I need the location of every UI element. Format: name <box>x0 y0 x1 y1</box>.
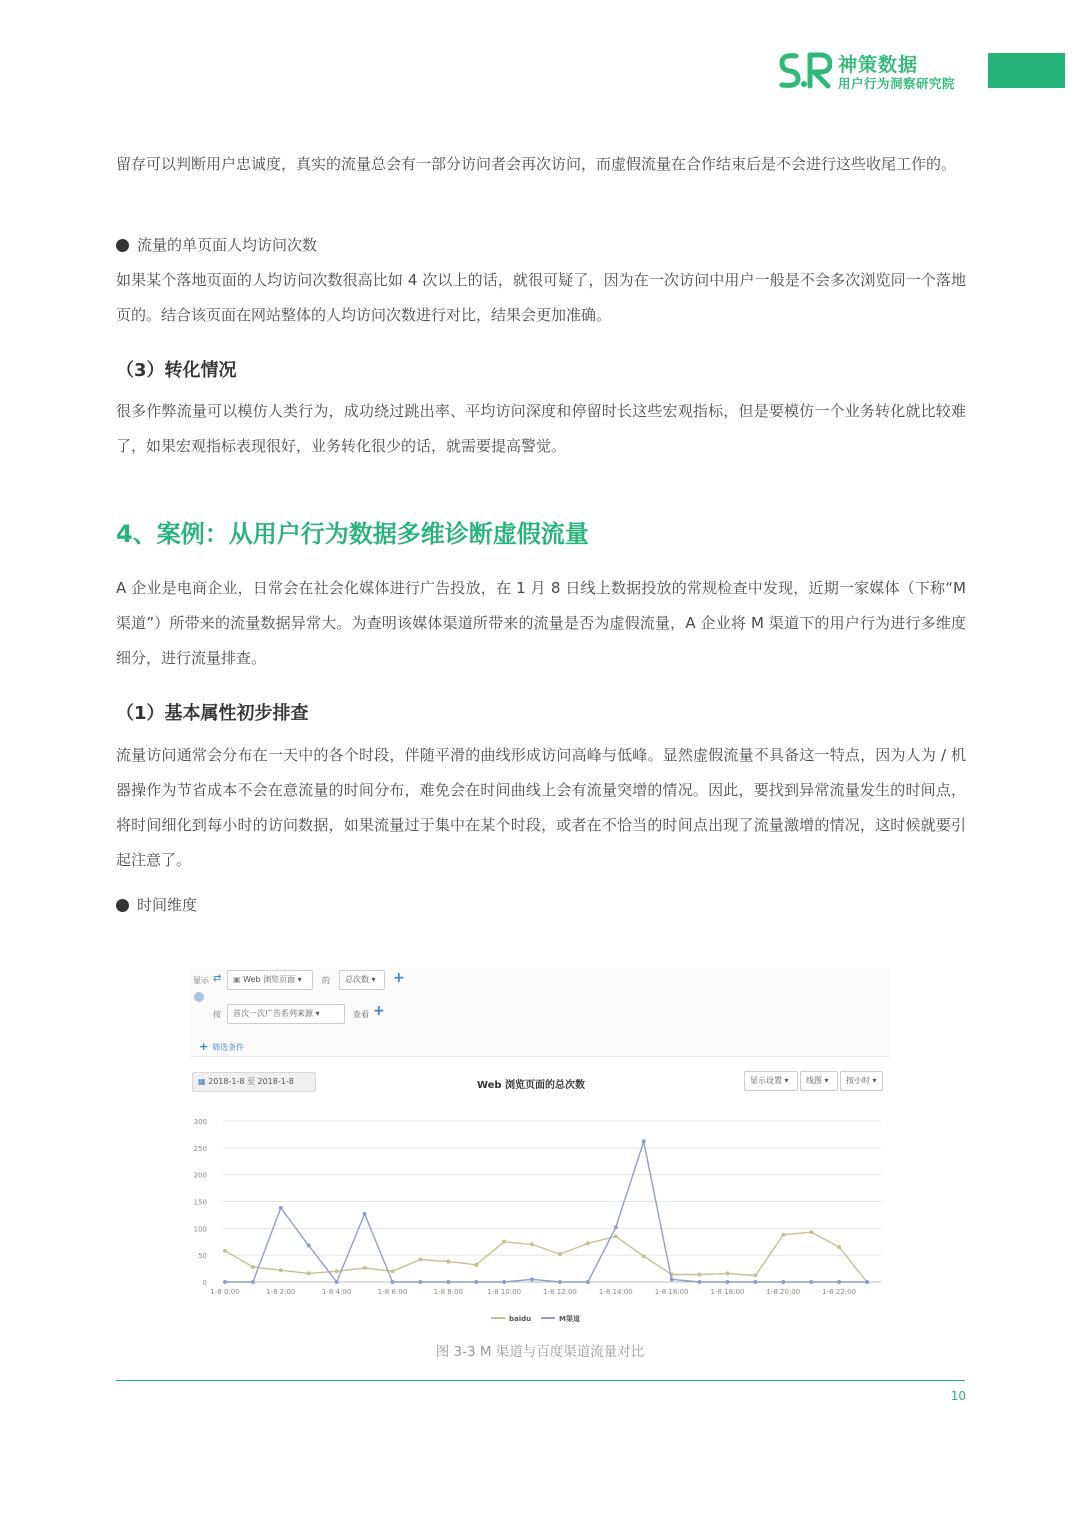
data-point <box>837 1280 841 1284</box>
data-point <box>363 1212 367 1216</box>
subheading-conversion: （3）转化情况 <box>116 360 237 381</box>
data-point <box>781 1280 785 1284</box>
chart-type-dropdown[interactable]: 线图 ▾ <box>800 1071 838 1091</box>
data-point <box>558 1280 562 1284</box>
figure-caption: 图 3-3 M 渠道与百度渠道流量对比 <box>435 1344 645 1360</box>
x-tick-label: 1-8 12:00 <box>543 1288 577 1296</box>
add-filter-icon: + <box>199 1040 213 1053</box>
x-tick-label: 1-8 18:00 <box>710 1288 745 1296</box>
data-point <box>418 1280 422 1284</box>
paragraph-retention: 留存可以判断用户忠诚度，真实的流量总会有一部分访问者会再次访问，而虚假流量在合作结束后是不会进行这些收尾工作的。 <box>116 155 957 173</box>
granularity-dropdown[interactable]: 按小时 ▾ <box>840 1071 883 1091</box>
y-tick-label: 200 <box>193 1171 207 1180</box>
brand-logo-icon <box>776 50 832 90</box>
data-point <box>279 1206 283 1210</box>
data-point <box>335 1280 339 1284</box>
bullet-label: 流量的单页面人均访问次数 <box>137 236 318 254</box>
data-point <box>223 1280 227 1284</box>
page-number: 10 <box>950 1389 966 1403</box>
legend-label: M渠道 <box>559 1315 580 1323</box>
paragraph-case-intro: A 企业是电商企业，日常会在社会化媒体进行广告投放，在 1 月 8 日线上数据投放的常规检查中发现，近期一家媒体（下称“M 渠道”）所带来的流量数据异常大。为查明该媒体渠道所带来的流量是否为虚假流量，A 企业将 M 渠道下的用户行为进行多维度细分，进行流量排查。 <box>116 579 966 667</box>
collapse-icon[interactable] <box>194 992 204 1002</box>
bullet-item <box>116 228 317 263</box>
show-label: 显示 <box>193 976 209 985</box>
x-tick-label: 1-8 14:00 <box>598 1288 633 1296</box>
data-point <box>474 1263 478 1267</box>
data-point <box>614 1234 618 1238</box>
metric-select[interactable]: 总次数 ▾ <box>339 970 385 990</box>
series-line <box>225 1232 867 1282</box>
footer-divider <box>116 1380 965 1381</box>
data-point <box>390 1269 394 1273</box>
data-point <box>446 1260 450 1264</box>
data-point <box>837 1245 841 1249</box>
data-point <box>809 1230 813 1234</box>
data-point <box>446 1280 450 1284</box>
paragraph-visits-per-user: 如果某个落地页面的人均访问次数很高比如 4 次以上的话，就很可疑了，因为在一次访问中用户一般是不会多次浏览同一个落地页的。结合该页面在网站整体的人均访问次数进行对比，结果会更加准确。 <box>116 271 966 324</box>
data-point <box>642 1139 646 1143</box>
data-point <box>698 1272 702 1276</box>
data-point <box>307 1244 311 1248</box>
bullet-dot-icon <box>116 899 129 912</box>
view-label: 查看 <box>353 1010 369 1019</box>
data-point <box>530 1242 534 1246</box>
y-tick-label: 50 <box>198 1252 207 1261</box>
paragraph-conversion: 很多作弊流量可以模仿人类行为，成功绕过跳出率、平均访问深度和停留时长这些宏观指标，但是要模仿一个业务转化就比较难了，如果宏观指标表现很好，业务转化很少的话，就需要提高警觉。 <box>116 402 966 455</box>
y-tick-label: 0 <box>202 1279 207 1287</box>
data-point <box>698 1280 702 1284</box>
x-tick-label: 1-8 10:00 <box>487 1288 522 1296</box>
series-line <box>225 1141 867 1282</box>
y-tick-label: 150 <box>193 1198 207 1207</box>
x-tick-label: 1-8 2:00 <box>266 1288 296 1296</box>
data-point <box>558 1252 562 1256</box>
data-point <box>251 1265 255 1269</box>
data-point <box>279 1268 283 1272</box>
y-tick-label: 250 <box>193 1144 207 1153</box>
data-point <box>530 1277 534 1281</box>
paragraph-time-distribution: 流量访问通常会分布在一天中的各个时段，伴随平滑的曲线形成访问高峰与低峰。显然虚假流量不具备这一特点，因为人为 / 机器操作为节省成本不会在意流量的时间分布，难免会在时间曲线上会有流量突增的情况。因此，要找到异常流量发生的时间点，将时间细化到每小时的访问数据，如果流量过于集中在某个时段，或者在不恰当的时间点出现了流量激增的情况，这时候就要引起注意了。 <box>116 746 966 869</box>
x-tick-label: 1-8 0:00 <box>210 1288 240 1296</box>
display-settings-dropdown[interactable]: 显示设置 ▾ <box>744 1071 798 1091</box>
data-point <box>753 1274 757 1278</box>
brand-subtitle: 用户行为洞察研究院 <box>838 76 956 91</box>
calendar-icon: ▦ <box>198 1077 209 1086</box>
bullet-label: 时间维度 <box>137 896 198 914</box>
data-point <box>307 1271 311 1275</box>
data-point <box>725 1280 729 1284</box>
line-chart <box>191 1086 889 1326</box>
filter-button[interactable]: + 筛选条件 <box>199 1040 245 1053</box>
add-metric-icon[interactable]: + <box>393 970 405 986</box>
data-point <box>753 1280 757 1284</box>
group-by-select[interactable]: 首次一次广告系列来源 ▾ <box>227 1004 345 1024</box>
data-point <box>809 1280 813 1284</box>
y-tick-label: 300 <box>193 1118 207 1126</box>
data-point <box>390 1280 394 1284</box>
data-point <box>586 1241 590 1245</box>
data-point <box>251 1280 255 1284</box>
data-point <box>363 1266 367 1270</box>
data-point <box>418 1257 422 1261</box>
x-tick-label: 1-8 8:00 <box>433 1288 464 1296</box>
chart-title: Web 浏览页面的总次数 <box>476 1080 586 1091</box>
by-label: 按 <box>213 1010 221 1019</box>
data-point <box>865 1280 869 1284</box>
data-point <box>725 1271 729 1275</box>
x-tick-label: 1-8 22:00 <box>822 1288 857 1296</box>
date-range-picker[interactable]: ▦ 2018-1-8 至 2018-1-8 <box>192 1072 316 1092</box>
data-point <box>642 1254 646 1258</box>
data-point <box>781 1233 785 1237</box>
data-point <box>335 1269 339 1273</box>
x-tick-label: 1-8 4:00 <box>321 1288 352 1296</box>
analytics-screenshot <box>191 968 889 1326</box>
legend-label: baidu <box>509 1315 532 1323</box>
brand-name: 神策数据 <box>838 54 919 76</box>
data-point <box>586 1280 590 1284</box>
bullet-dot-icon <box>116 239 129 252</box>
x-tick-label: 1-8 16:00 <box>654 1288 689 1296</box>
add-group-icon[interactable]: + <box>373 1003 385 1019</box>
data-point <box>223 1249 227 1253</box>
event-select[interactable]: ▣ Web 浏览页面 ▾ <box>227 970 313 990</box>
data-point <box>670 1277 674 1281</box>
section-title: 4、案例：从用户行为数据多维诊断虚假流量 <box>116 520 589 548</box>
bullet-item <box>116 888 197 923</box>
swap-icon[interactable]: ⇄ <box>213 973 222 984</box>
brand-color-block <box>988 53 1065 88</box>
data-point <box>502 1240 506 1244</box>
data-point <box>502 1280 506 1284</box>
data-point <box>474 1280 478 1284</box>
x-tick-label: 1-8 6:00 <box>377 1288 408 1296</box>
of-label: 的 <box>322 976 330 985</box>
data-point <box>614 1225 618 1229</box>
x-tick-label: 1-8 20:00 <box>766 1288 801 1296</box>
y-tick-label: 100 <box>193 1225 207 1234</box>
subheading-basic-attributes: （1）基本属性初步排查 <box>116 703 309 724</box>
